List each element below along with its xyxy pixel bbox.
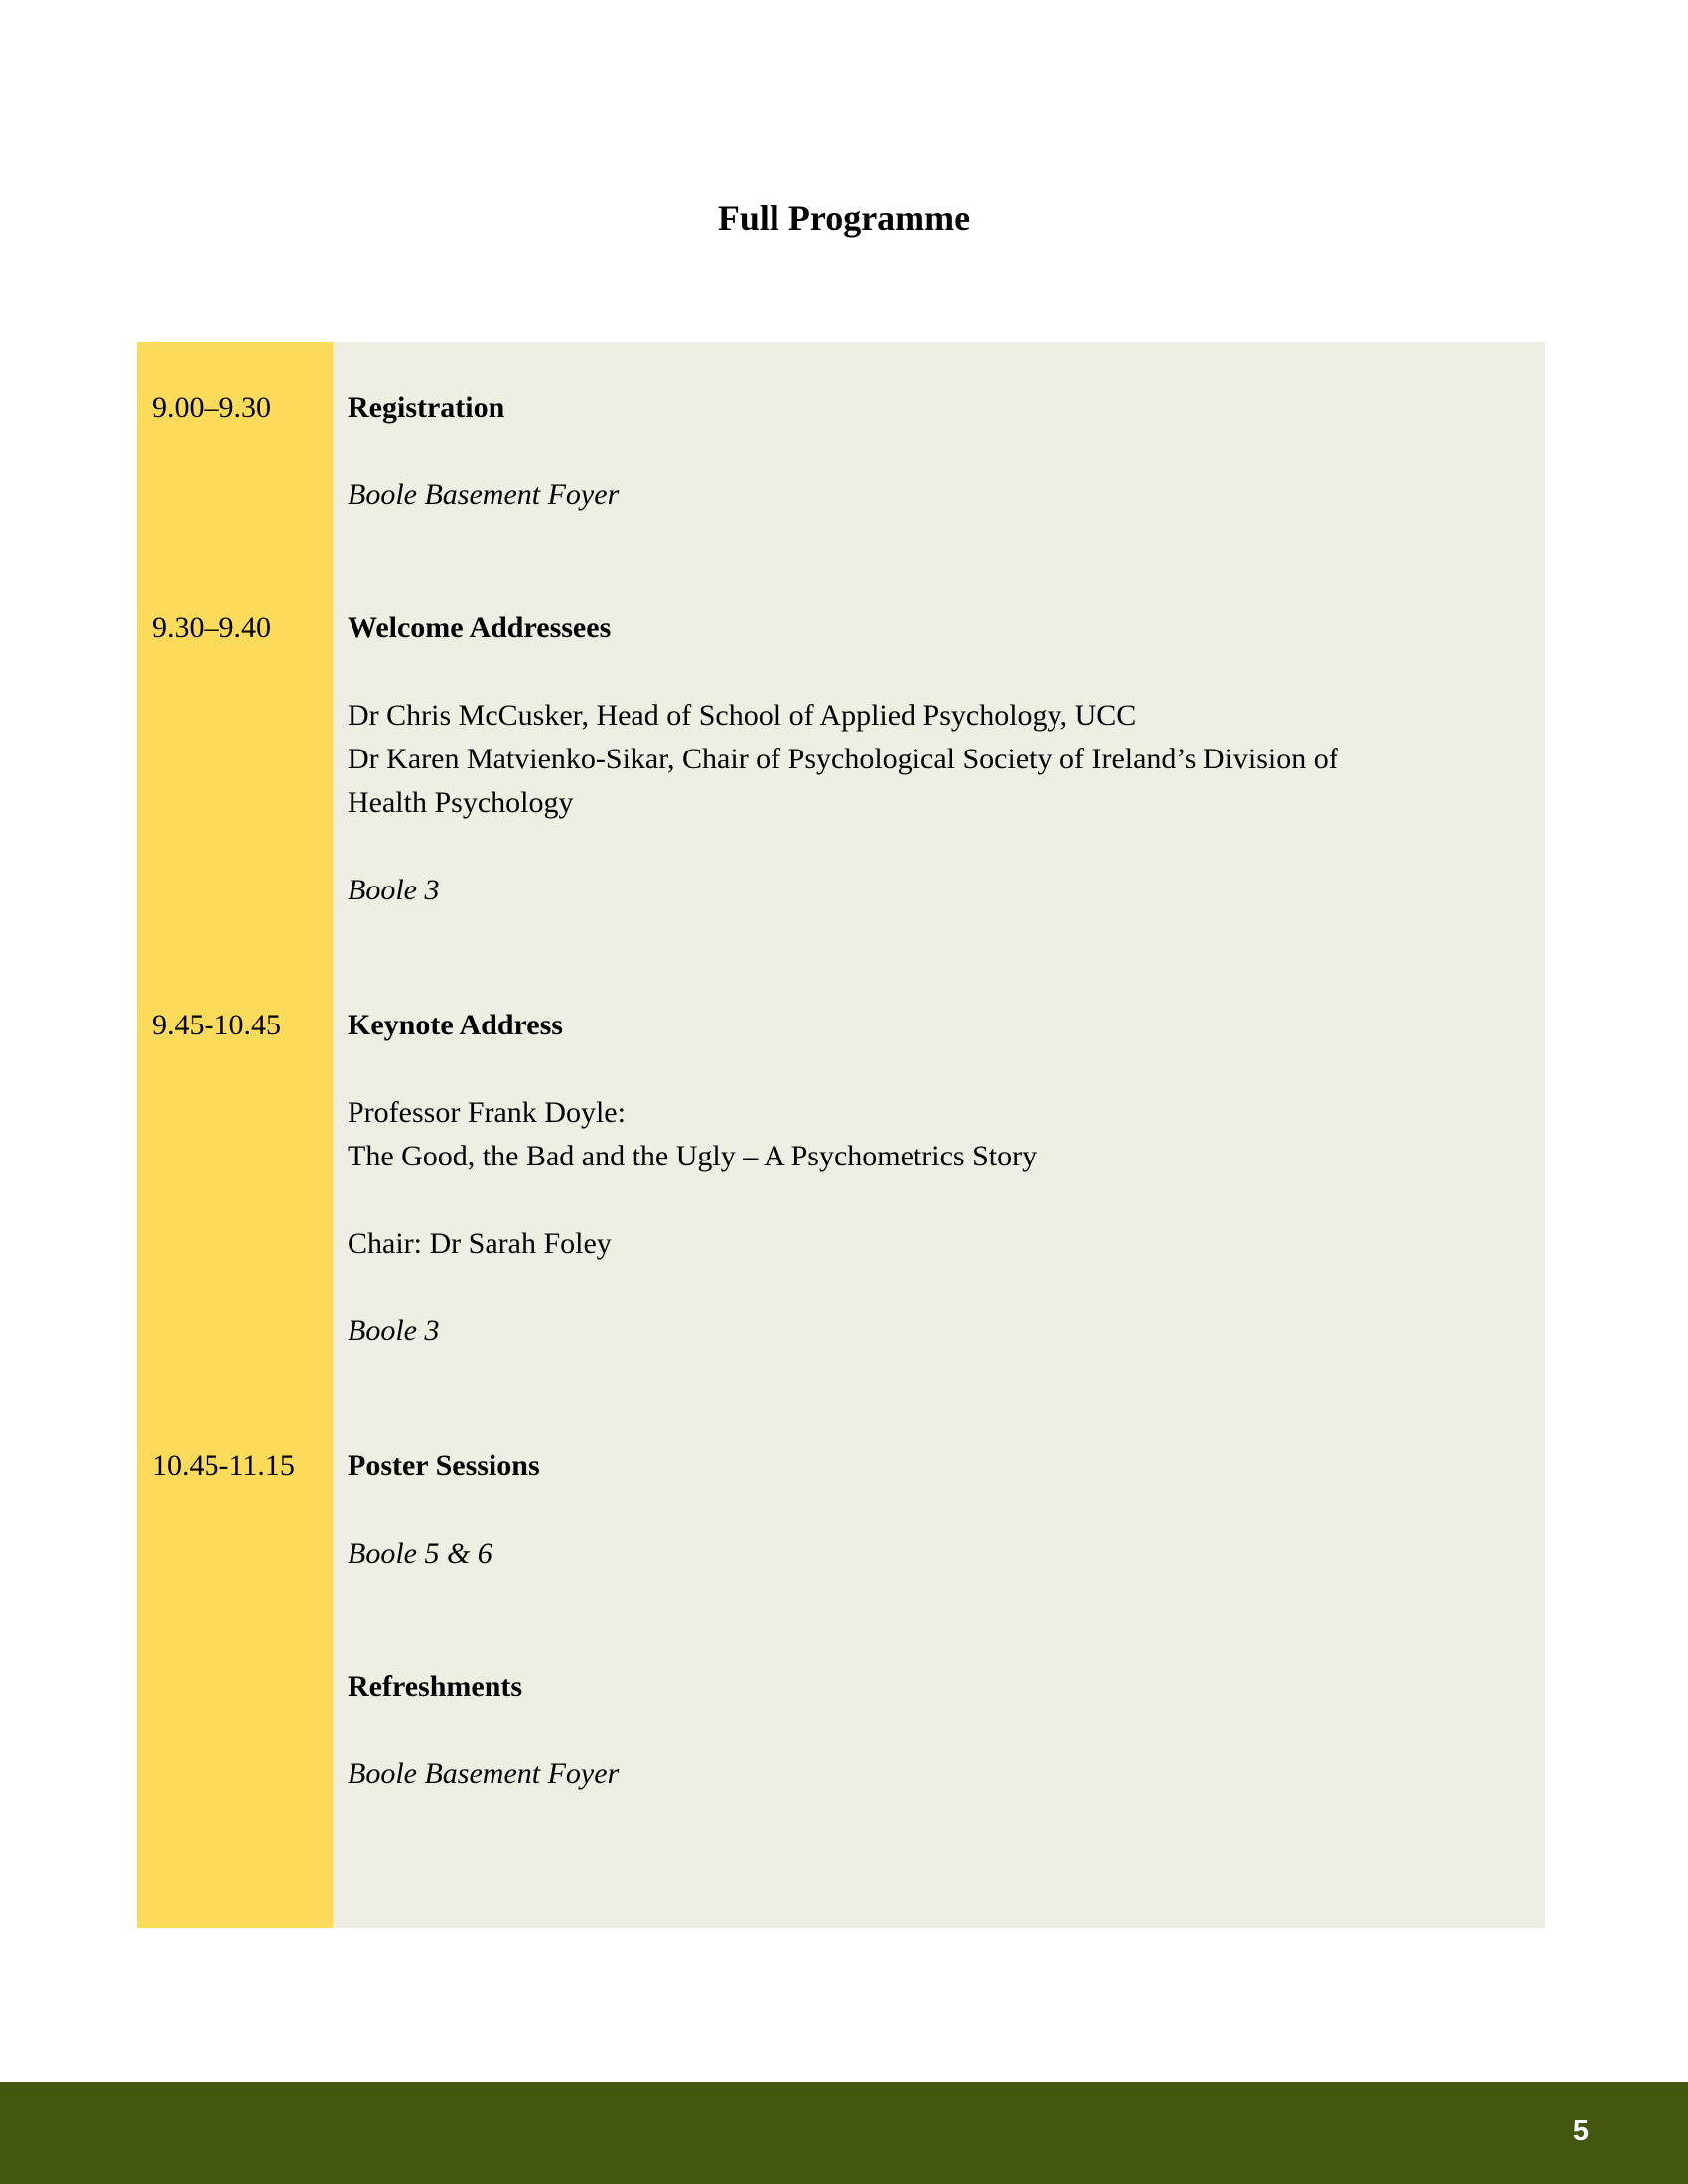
- session-venue: Boole Basement Foyer: [348, 1757, 620, 1790]
- page-title: Full Programme: [717, 199, 971, 238]
- session-body: [348, 1444, 1529, 1575]
- speaker-line: Professor Frank Doyle:: [348, 1096, 626, 1129]
- page-number: 5: [1572, 2116, 1589, 2147]
- session-body: [348, 386, 1529, 517]
- talk-title: The Good, the Bad and the Ugly – A Psychometrics Story: [348, 1140, 1038, 1172]
- session-body: [348, 1665, 1529, 1796]
- session-time: 10.45-11.15: [152, 1449, 295, 1482]
- speaker-line: Health Psychology: [348, 786, 574, 819]
- session-venue: Boole Basement Foyer: [348, 478, 620, 511]
- speaker-line: Dr Karen Matvienko-Sikar, Chair of Psychological Society of Ireland’s Division of: [348, 743, 1338, 775]
- programme-table: [137, 342, 1545, 1928]
- footer-bar: [0, 2082, 1688, 2184]
- session-time: 9.00–9.30: [152, 391, 271, 424]
- session-venue: Boole 5 & 6: [348, 1537, 492, 1570]
- session-time: 9.45-10.45: [152, 1009, 281, 1041]
- session-heading: Welcome Addressees: [348, 612, 612, 644]
- session-body: [348, 607, 1529, 912]
- session-venue: Boole 3: [348, 1314, 440, 1347]
- session-body: [348, 1004, 1529, 1353]
- session-chair: Chair: Dr Sarah Foley: [348, 1227, 612, 1260]
- session-heading: Poster Sessions: [348, 1449, 540, 1482]
- session-heading: Refreshments: [348, 1670, 523, 1703]
- session-venue: Boole 3: [348, 874, 440, 906]
- session-heading: Keynote Address: [348, 1009, 563, 1041]
- session-heading: Registration: [348, 391, 505, 424]
- session-time: 9.30–9.40: [152, 612, 271, 644]
- speaker-line: Dr Chris McCusker, Head of School of Applied Psychology, UCC: [348, 699, 1137, 732]
- time-column: [137, 342, 333, 1928]
